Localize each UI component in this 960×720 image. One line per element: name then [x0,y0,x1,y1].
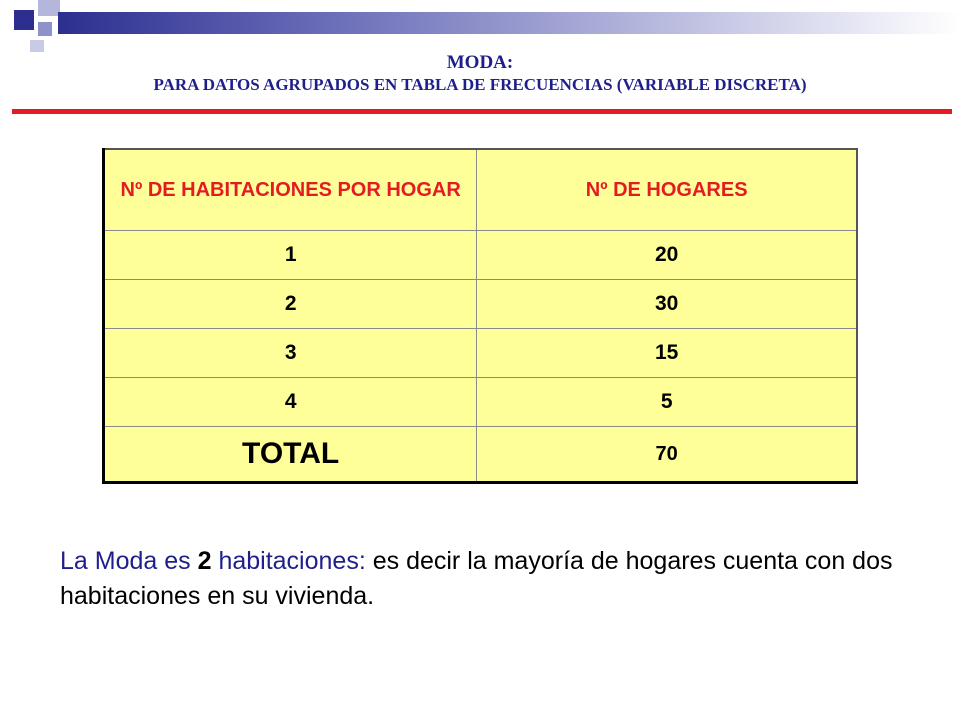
decor-square-dark [14,10,34,30]
frequency-table [102,148,858,484]
header-households: Nº DE HOGARES [477,149,857,231]
title-line-2: PARA DATOS AGRUPADOS EN TABLA DE FRECUENCIAS (VARIABLE DISCRETA) [153,75,807,94]
total-value: 70 [477,427,857,483]
decor-square-light [38,0,60,16]
cell-households: 15 [477,329,857,378]
conclusion-part-2: habitaciones: [211,547,373,575]
title-underline [12,109,952,114]
header-gradient-bar [58,12,960,34]
cell-households: 5 [477,378,857,427]
table-row [104,329,858,378]
table-total-row [104,427,858,483]
table-row [104,378,858,427]
total-label: TOTAL [104,427,477,483]
cell-rooms: 2 [104,280,477,329]
cell-rooms: 4 [104,378,477,427]
cell-rooms: 3 [104,329,477,378]
table-header-row [104,149,858,231]
cell-rooms: 1 [104,231,477,280]
decor-square-mid [38,22,52,36]
title-line-1: MODA: [446,52,514,73]
table-row [104,280,858,329]
cell-households: 20 [477,231,857,280]
conclusion-text [60,544,920,614]
cell-households: 30 [477,280,857,329]
slide-title [0,52,960,96]
conclusion-part-3: es decir la mayoría de hogares cuenta con dos habitaciones en su vivienda. [60,547,893,610]
table-row [104,231,858,280]
header-rooms: Nº DE HABITACIONES POR HOGAR [104,149,477,231]
conclusion-part-1: La Moda es [60,547,198,575]
mode-value: 2 [197,547,212,575]
decor-square-pale [30,40,44,52]
